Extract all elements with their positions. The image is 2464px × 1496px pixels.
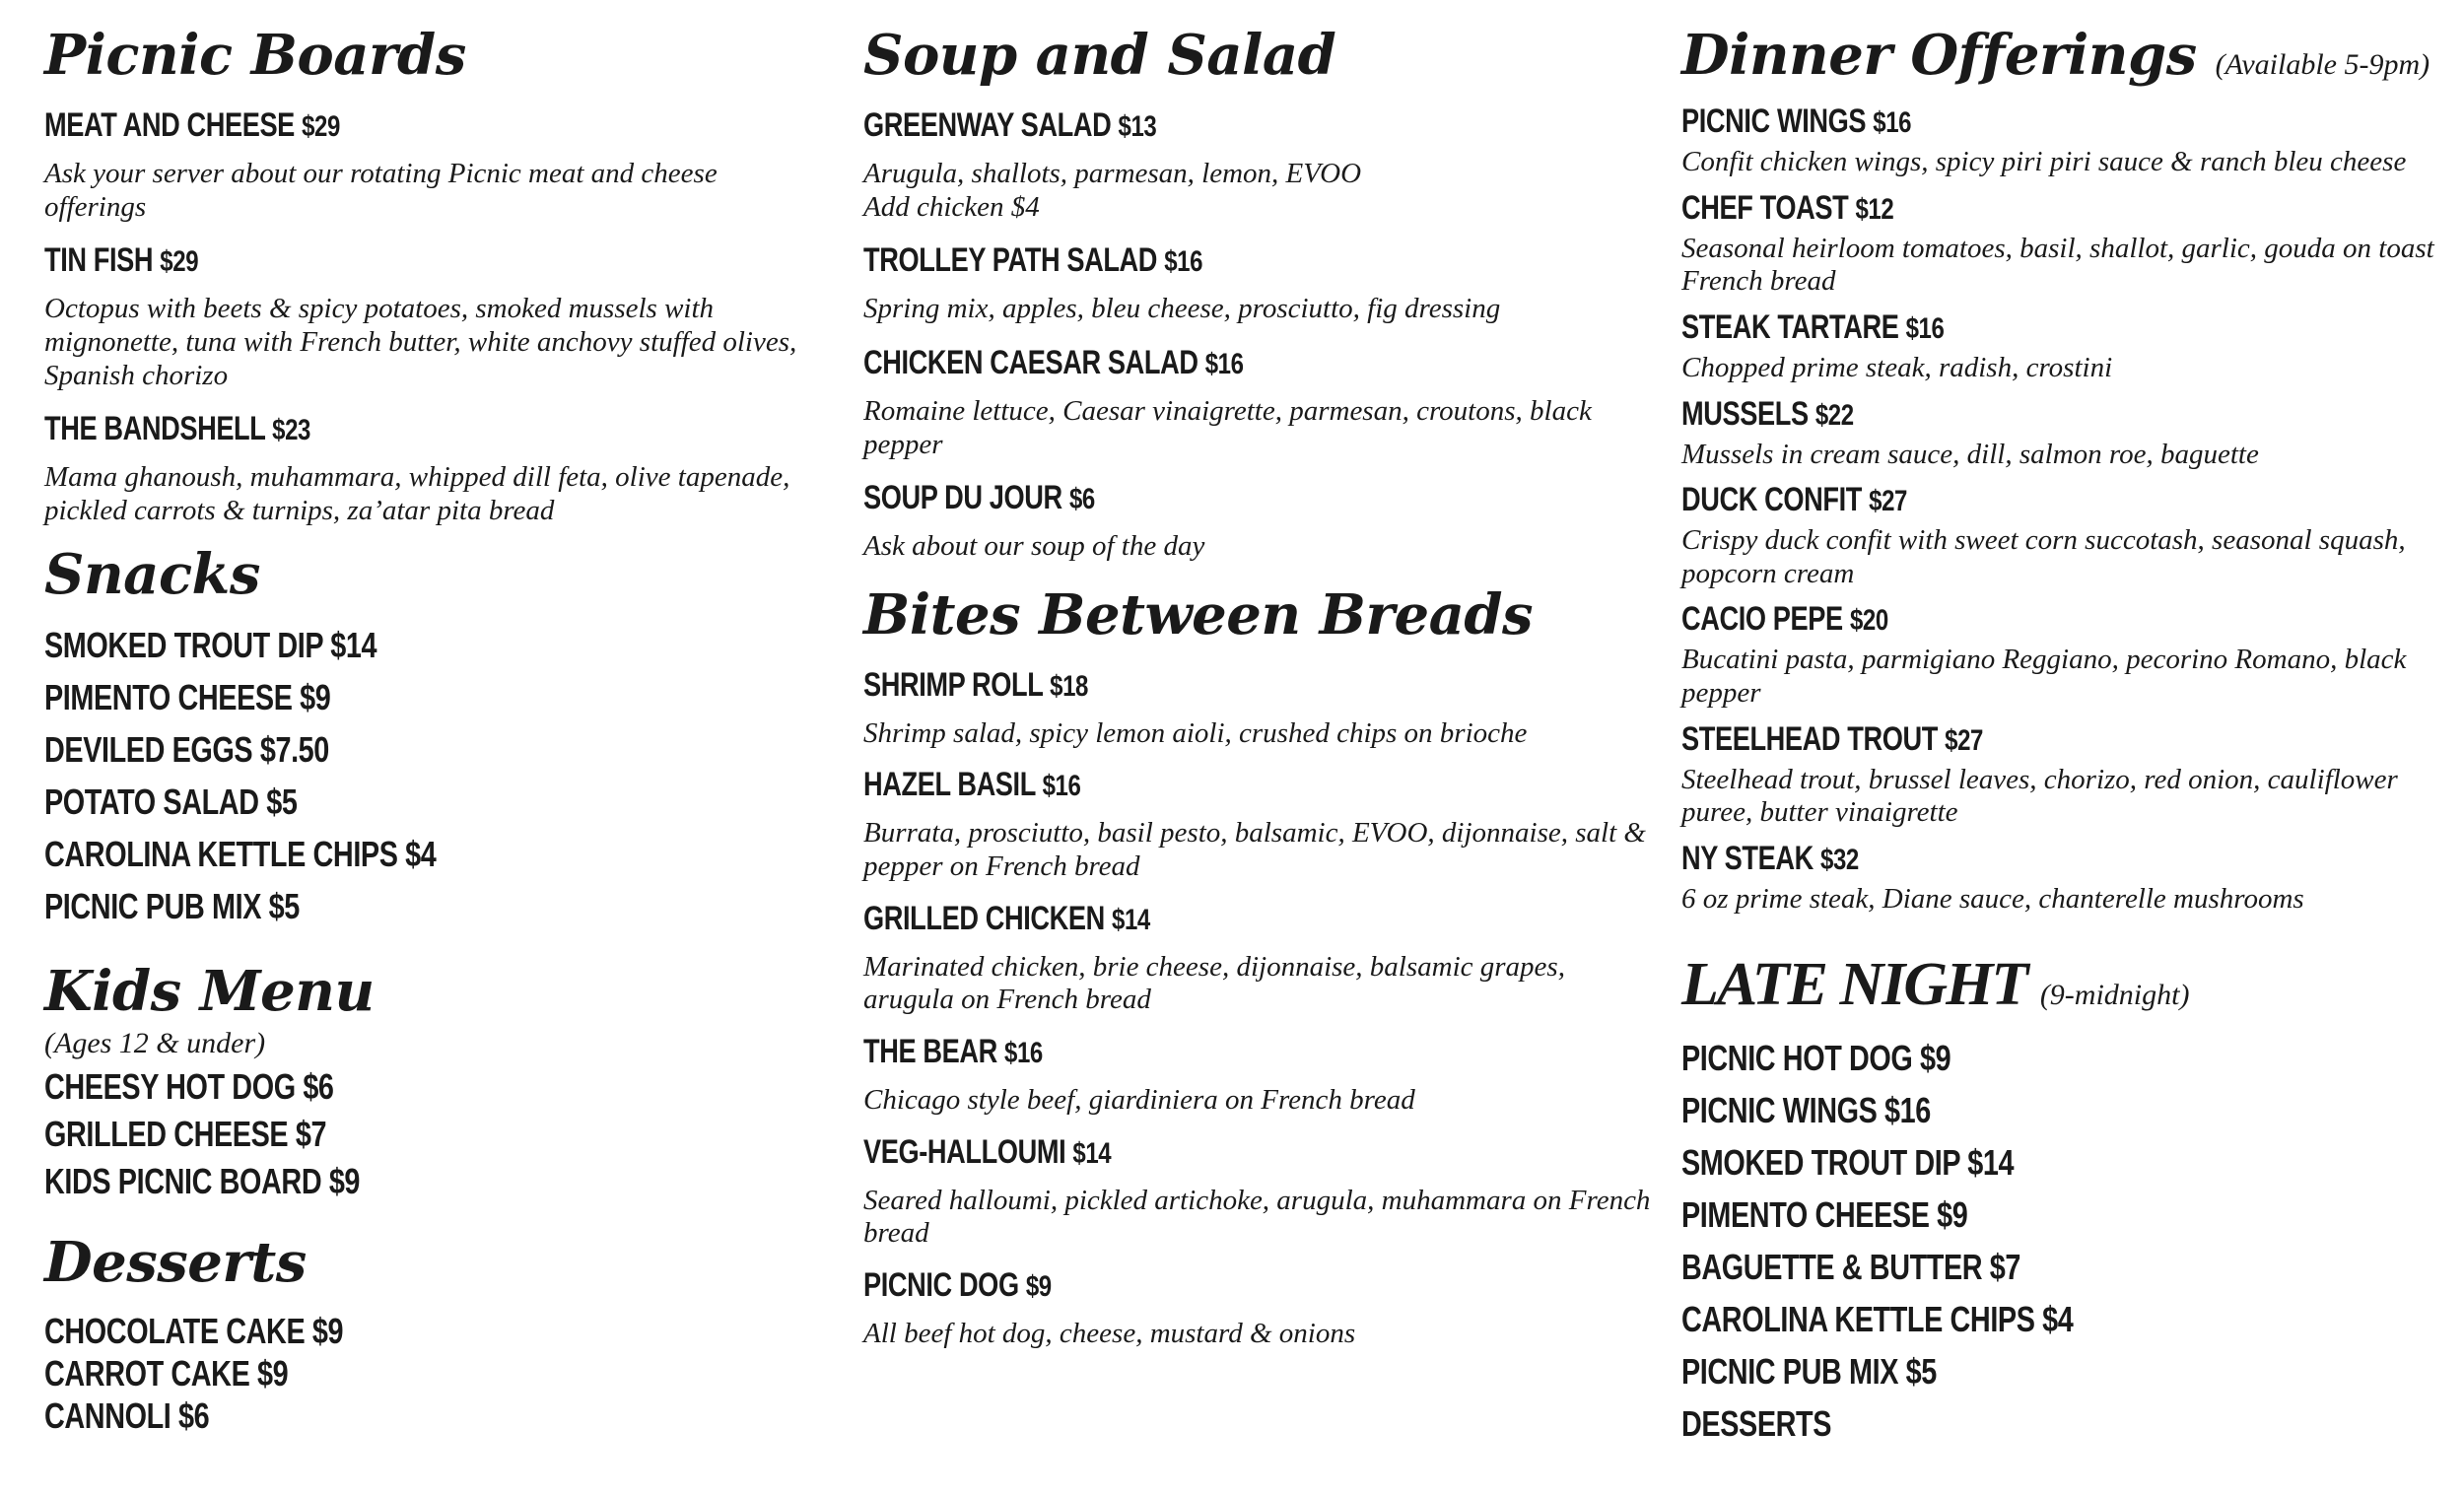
item-name: SHRIMP ROLL $18	[863, 665, 1089, 704]
item-name: MUSSELS $22	[1681, 394, 1854, 433]
snack-item: CAROLINA KETTLE CHIPS $4	[44, 834, 437, 875]
item-price: $14	[1112, 903, 1150, 936]
item-description: Seasonal heirloom tomatoes, basil, shallot, garlic, gouda on toast French bread	[1681, 232, 2434, 298]
section-title-soup-salad: Soup and Salad	[863, 23, 1336, 88]
item-name: GREENWAY SALAD $13	[863, 106, 1157, 144]
late-night-item: PICNIC PUB MIX $5	[1681, 1350, 1937, 1392]
item-name: CHICKEN CAESAR SALAD $16	[863, 343, 1244, 381]
kids-item: CHEESY HOT DOG $6	[44, 1066, 334, 1108]
menu-item	[1681, 104, 2460, 179]
item-description: Burrata, prosciutto, basil pesto, balsamic, EVOO, dijonnaise, salt & pepper on French bread	[863, 817, 1646, 882]
item-name: CACIO PEPE $20	[1681, 600, 1888, 639]
item-price: $16	[1905, 311, 1945, 345]
item-description: Shrimp salad, spicy lemon aioli, crushed chips on brioche	[863, 716, 1528, 749]
item-name: STEAK TARTARE $16	[1681, 307, 1945, 346]
item-price: $12	[1855, 192, 1894, 226]
snack-item: PICNIC PUB MIX $5	[44, 886, 300, 927]
late-night-item: BAGUETTE & BUTTER $7	[1681, 1246, 2021, 1287]
menu-item	[1681, 839, 2460, 917]
item-price: $29	[302, 110, 340, 143]
item-description: Bucatini pasta, parmigiano Reggiano, pecorino Romano, black pepper	[1681, 644, 2407, 709]
menu-item	[1681, 719, 2460, 830]
item-name: PICNIC WINGS $16	[1681, 102, 1912, 140]
menu-item	[1681, 394, 2460, 472]
snack-item: PIMENTO CHEESE $9	[44, 677, 331, 718]
menu-item	[1681, 483, 2460, 590]
late-night-item: PICNIC WINGS $16	[1681, 1089, 1931, 1130]
item-description: Chopped prime steak, radish, crostini	[1681, 351, 2113, 383]
item-description: Confit chicken wings, spicy piri piri sauce & ranch bleu cheese	[1681, 146, 2407, 177]
column-right	[1681, 23, 2460, 1444]
item-description: Seared halloumi, pickled artichoke, arugula, muhammara on French bread	[863, 1184, 1651, 1250]
section-title-kids-menu: Kids Menu	[44, 959, 375, 1025]
item-name: TROLLEY PATH SALAD $16	[863, 241, 1203, 280]
item-price: $6	[1068, 483, 1095, 516]
item-description: Marinated chicken, brie cheese, dijonnaise, balsamic grapes, arugula on French bread	[863, 950, 1565, 1016]
menu-item	[863, 665, 1652, 751]
dinner-hours-note: (Available 5-9pm)	[2215, 48, 2430, 81]
kids-item: GRILLED CHEESE $7	[44, 1114, 327, 1155]
item-name: GRILLED CHICKEN $14	[863, 899, 1150, 937]
item-price: $20	[1849, 604, 1888, 638]
menu-item	[863, 768, 1652, 883]
item-price: $32	[1820, 843, 1859, 876]
snack-item: POTATO SALAD $5	[44, 782, 298, 823]
kids-age-note: (Ages 12 & under)	[44, 1027, 266, 1060]
menu-item	[863, 343, 1652, 461]
item-name: HAZEL BASIL $16	[863, 766, 1081, 804]
item-name: VEG-HALLOUMI $14	[863, 1132, 1112, 1171]
dessert-item: CARROT CAKE $9	[44, 1353, 289, 1394]
menu-item	[863, 1132, 1652, 1251]
item-addon: Add chicken $4	[863, 190, 1040, 223]
menu-item	[1681, 602, 2460, 710]
item-price: $29	[160, 245, 199, 279]
item-price: $16	[1873, 106, 1912, 139]
item-description: Spring mix, apples, bleu cheese, prosciutto, fig dressing	[863, 293, 1501, 325]
item-name: SOUP DU JOUR $6	[863, 479, 1095, 517]
item-name: DUCK CONFIT $27	[1681, 481, 1907, 519]
dessert-item: CANNOLI $6	[44, 1395, 210, 1437]
item-description: Crispy duck confit with sweet corn succotash, seasonal squash, popcorn cream	[1681, 524, 2406, 589]
menu-item	[863, 243, 1652, 326]
menu-item	[1681, 307, 2460, 385]
item-description: Octopus with beets & spicy potatoes, smoked mussels with mignonette, tuna with French butter, white anchovy stuffed olives, Spanish chorizo	[44, 293, 797, 391]
item-name: THE BEAR $16	[863, 1032, 1043, 1070]
item-price: $14	[1072, 1136, 1112, 1170]
item-description: All beef hot dog, cheese, mustard & onions	[863, 1317, 1356, 1349]
menu-item	[44, 108, 803, 224]
item-price: $27	[1869, 485, 1907, 518]
item-price: $27	[1945, 723, 1983, 757]
section-title-dinner-offerings: Dinner Offerings (Available 5-9pm)	[1681, 23, 2430, 88]
menu-item	[863, 108, 1652, 224]
menu-item	[44, 243, 803, 392]
item-description: Chicago style beef, giardiniera on French bread	[863, 1083, 1415, 1116]
menu-item	[863, 1032, 1652, 1118]
section-title-snacks: Snacks	[44, 542, 260, 608]
column-left	[44, 23, 803, 1437]
section-title-desserts: Desserts	[44, 1230, 307, 1296]
snack-item: DEVILED EGGS $7.50	[44, 729, 329, 771]
item-price: $23	[272, 414, 311, 447]
menu-item	[863, 899, 1652, 1017]
section-title-bites-between-breads: Bites Between Breads	[863, 581, 1534, 647]
item-name: STEELHEAD TROUT $27	[1681, 719, 1983, 758]
item-description: Mama ghanoush, muhammara, whipped dill feta, olive tapenade, pickled carrots & turnips, za’atar pita bread	[44, 461, 790, 526]
item-description: Steelhead trout, brussel leaves, chorizo, red onion, cauliflower puree, butter vinaigrette	[1681, 763, 2398, 829]
item-price: $13	[1118, 110, 1157, 143]
item-price: $16	[1204, 347, 1244, 380]
item-name: PICNIC DOG $9	[863, 1265, 1052, 1304]
snack-item: SMOKED TROUT DIP $14	[44, 625, 377, 666]
item-price: $22	[1814, 398, 1854, 432]
item-description: Ask about our soup of the day	[863, 530, 1205, 563]
dessert-item: CHOCOLATE CAKE $9	[44, 1311, 344, 1352]
late-night-item: DESSERTS	[1681, 1402, 1832, 1444]
menu-item	[1681, 188, 2460, 299]
item-price: $16	[1004, 1036, 1043, 1069]
item-name: CHEF TOAST $12	[1681, 188, 1894, 227]
section-title-late-night: LATE NIGHT (9-midnight)	[1681, 950, 2190, 1018]
late-night-item: PICNIC HOT DOG $9	[1681, 1037, 1951, 1078]
section-title-picnic-boards: Picnic Boards	[44, 23, 466, 88]
item-name: TIN FISH $29	[44, 241, 199, 280]
item-name: THE BANDSHELL $23	[44, 410, 311, 448]
late-night-item: PIMENTO CHEESE $9	[1681, 1193, 1968, 1235]
item-description: Romaine lettuce, Caesar vinaigrette, parmesan, croutons, black pepper	[863, 394, 1592, 460]
column-middle	[863, 23, 1652, 1350]
item-price: $9	[1025, 1269, 1052, 1303]
late-night-item: SMOKED TROUT DIP $14	[1681, 1141, 2015, 1183]
item-description: Ask your server about our rotating Picnic meat and cheese offerings	[44, 158, 718, 223]
item-name: NY STEAK $32	[1681, 839, 1859, 877]
menu-item	[863, 481, 1652, 564]
item-description: Arugula, shallots, parmesan, lemon, EVOO	[863, 158, 1362, 189]
item-description: Mussels in cream sauce, dill, salmon roe, baguette	[1681, 438, 2259, 470]
late-night-item: CAROLINA KETTLE CHIPS $4	[1681, 1298, 2074, 1339]
menu-item	[44, 412, 803, 527]
item-price: $16	[1164, 245, 1203, 279]
item-description: 6 oz prime steak, Diane sauce, chanterelle mushrooms	[1681, 882, 2304, 915]
menu-item	[863, 1265, 1652, 1351]
item-price: $16	[1042, 770, 1081, 803]
late-night-hours-note: (9-midnight)	[2039, 978, 2190, 1011]
kids-item: KIDS PICNIC BOARD $9	[44, 1161, 361, 1202]
item-price: $18	[1050, 669, 1089, 703]
item-name: MEAT AND CHEESE $29	[44, 106, 340, 144]
